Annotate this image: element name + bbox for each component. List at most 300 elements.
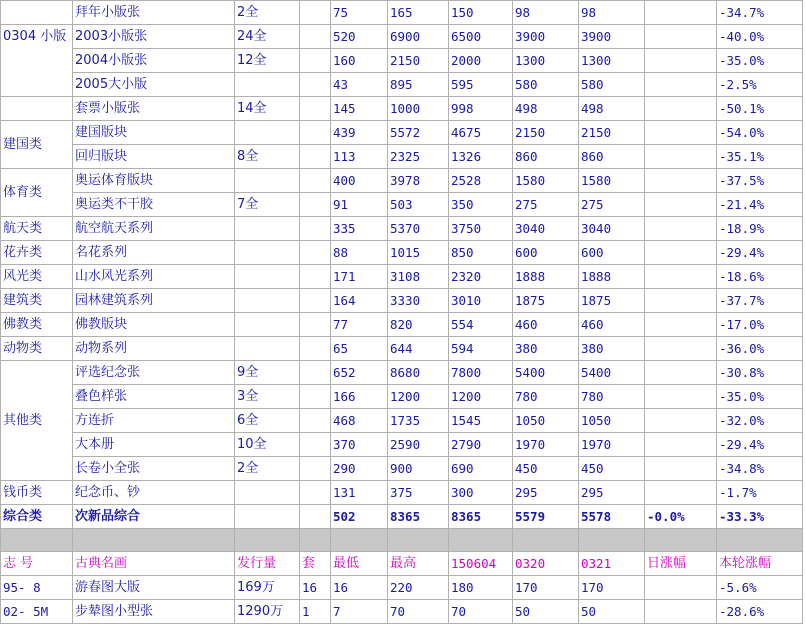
category-cell: 0304 小版 bbox=[1, 25, 73, 97]
price2-cell: 1050 bbox=[513, 409, 579, 433]
round-change-cell: -21.4% bbox=[717, 193, 803, 217]
round-change-cell: -2.5% bbox=[717, 73, 803, 97]
category-cell: 佛教类 bbox=[1, 313, 73, 337]
low-cell: 7 bbox=[331, 600, 388, 624]
day-change-cell bbox=[645, 121, 717, 145]
price3-cell: 1300 bbox=[579, 49, 645, 73]
round-change-cell: -36.0% bbox=[717, 337, 803, 361]
price1-cell: 8365 bbox=[449, 505, 513, 529]
extra-cell bbox=[300, 241, 331, 265]
low-cell: 160 bbox=[331, 49, 388, 73]
name-cell: 2004小版张 bbox=[73, 49, 235, 73]
id-cell: 02- 5M bbox=[1, 600, 73, 624]
issue-cell: 1290万 bbox=[235, 600, 300, 624]
day-change-cell bbox=[645, 481, 717, 505]
price3-cell: 275 bbox=[579, 193, 645, 217]
price2-cell: 170 bbox=[513, 576, 579, 600]
low-cell: 400 bbox=[331, 169, 388, 193]
round-change-cell: -29.4% bbox=[717, 241, 803, 265]
name-cell: 名花系列 bbox=[73, 241, 235, 265]
low-cell: 335 bbox=[331, 217, 388, 241]
price3-cell: 50 bbox=[579, 600, 645, 624]
name-cell: 2005大小版 bbox=[73, 73, 235, 97]
header-day-change: 日涨幅 bbox=[645, 552, 717, 576]
high-cell: 2325 bbox=[388, 145, 449, 169]
high-cell: 375 bbox=[388, 481, 449, 505]
price2-cell: 98 bbox=[513, 1, 579, 25]
table-row bbox=[1, 241, 803, 265]
separator-cell bbox=[449, 529, 513, 552]
price3-cell: 1888 bbox=[579, 265, 645, 289]
high-cell: 8365 bbox=[388, 505, 449, 529]
separator-row bbox=[1, 529, 803, 552]
round-change-cell: -37.7% bbox=[717, 289, 803, 313]
price1-cell: 850 bbox=[449, 241, 513, 265]
price3-cell: 380 bbox=[579, 337, 645, 361]
day-change-cell bbox=[645, 313, 717, 337]
high-cell: 900 bbox=[388, 457, 449, 481]
round-change-cell: -54.0% bbox=[717, 121, 803, 145]
name-cell: 回归版块 bbox=[73, 145, 235, 169]
day-change-cell bbox=[645, 73, 717, 97]
separator-cell bbox=[1, 529, 73, 552]
low-cell: 88 bbox=[331, 241, 388, 265]
price2-cell: 3040 bbox=[513, 217, 579, 241]
high-cell: 2590 bbox=[388, 433, 449, 457]
price2-cell: 2150 bbox=[513, 121, 579, 145]
extra-cell bbox=[300, 73, 331, 97]
low-cell: 468 bbox=[331, 409, 388, 433]
round-change-cell: -50.1% bbox=[717, 97, 803, 121]
issue-cell bbox=[235, 313, 300, 337]
day-change-cell bbox=[645, 289, 717, 313]
price1-cell: 6500 bbox=[449, 25, 513, 49]
high-cell: 1200 bbox=[388, 385, 449, 409]
high-cell: 3330 bbox=[388, 289, 449, 313]
low-cell: 65 bbox=[331, 337, 388, 361]
table-row bbox=[1, 265, 803, 289]
issue-cell bbox=[235, 505, 300, 529]
day-change-cell bbox=[645, 217, 717, 241]
price1-cell: 2000 bbox=[449, 49, 513, 73]
round-change-cell: -34.8% bbox=[717, 457, 803, 481]
round-change-cell: -35.0% bbox=[717, 49, 803, 73]
round-change-cell: -5.6% bbox=[717, 576, 803, 600]
low-cell: 502 bbox=[331, 505, 388, 529]
header-id: 志 号 bbox=[1, 552, 73, 576]
price3-cell: 1580 bbox=[579, 169, 645, 193]
extra-cell bbox=[300, 217, 331, 241]
price1-cell: 998 bbox=[449, 97, 513, 121]
day-change-cell bbox=[645, 169, 717, 193]
round-change-cell: -28.6% bbox=[717, 600, 803, 624]
price1-cell: 150 bbox=[449, 1, 513, 25]
price3-cell: 860 bbox=[579, 145, 645, 169]
high-cell: 220 bbox=[388, 576, 449, 600]
category-cell: 建国类 bbox=[1, 121, 73, 169]
extra-cell bbox=[300, 505, 331, 529]
extra-cell bbox=[300, 49, 331, 73]
price1-cell: 2320 bbox=[449, 265, 513, 289]
price1-cell: 350 bbox=[449, 193, 513, 217]
price3-cell: 600 bbox=[579, 241, 645, 265]
day-change-cell: -0.0% bbox=[645, 505, 717, 529]
extra-cell bbox=[300, 481, 331, 505]
table-row bbox=[1, 169, 803, 193]
day-change-cell bbox=[645, 193, 717, 217]
price2-cell: 1580 bbox=[513, 169, 579, 193]
separator-cell bbox=[513, 529, 579, 552]
low-cell: 16 bbox=[331, 576, 388, 600]
high-cell: 8680 bbox=[388, 361, 449, 385]
name-cell: 建国版块 bbox=[73, 121, 235, 145]
price2-cell: 460 bbox=[513, 313, 579, 337]
issue-cell: 6全 bbox=[235, 409, 300, 433]
price1-cell: 4675 bbox=[449, 121, 513, 145]
price1-cell: 595 bbox=[449, 73, 513, 97]
low-cell: 91 bbox=[331, 193, 388, 217]
extra-cell bbox=[300, 145, 331, 169]
low-cell: 370 bbox=[331, 433, 388, 457]
low-cell: 113 bbox=[331, 145, 388, 169]
round-change-cell: -1.7% bbox=[717, 481, 803, 505]
issue-cell: 10全 bbox=[235, 433, 300, 457]
high-cell: 3978 bbox=[388, 169, 449, 193]
price3-cell: 498 bbox=[579, 97, 645, 121]
name-cell: 山水风光系列 bbox=[73, 265, 235, 289]
price2-cell: 50 bbox=[513, 600, 579, 624]
round-change-cell: -40.0% bbox=[717, 25, 803, 49]
separator-cell bbox=[300, 529, 331, 552]
high-cell: 5370 bbox=[388, 217, 449, 241]
category-cell: 综合类 bbox=[1, 505, 73, 529]
round-change-cell: -30.8% bbox=[717, 361, 803, 385]
day-change-cell bbox=[645, 25, 717, 49]
day-change-cell bbox=[645, 457, 717, 481]
name-cell: 动物系列 bbox=[73, 337, 235, 361]
header-issue: 发行量 bbox=[235, 552, 300, 576]
day-change-cell bbox=[645, 385, 717, 409]
high-cell: 820 bbox=[388, 313, 449, 337]
issue-cell bbox=[235, 121, 300, 145]
category-cell bbox=[1, 97, 73, 121]
price2-cell: 450 bbox=[513, 457, 579, 481]
separator-cell bbox=[73, 529, 235, 552]
round-change-cell: -35.1% bbox=[717, 145, 803, 169]
price2-cell: 780 bbox=[513, 385, 579, 409]
extra-cell bbox=[300, 409, 331, 433]
high-cell: 1000 bbox=[388, 97, 449, 121]
issue-cell: 8全 bbox=[235, 145, 300, 169]
low-cell: 166 bbox=[331, 385, 388, 409]
issue-cell: 7全 bbox=[235, 193, 300, 217]
issue-cell: 24全 bbox=[235, 25, 300, 49]
extra-cell bbox=[300, 313, 331, 337]
low-cell: 131 bbox=[331, 481, 388, 505]
high-cell: 6900 bbox=[388, 25, 449, 49]
day-change-cell bbox=[645, 265, 717, 289]
price1-cell: 7800 bbox=[449, 361, 513, 385]
high-cell: 1735 bbox=[388, 409, 449, 433]
day-change-cell bbox=[645, 361, 717, 385]
extra-cell bbox=[300, 121, 331, 145]
price1-cell: 300 bbox=[449, 481, 513, 505]
set-cell: 16 bbox=[300, 576, 331, 600]
price2-cell: 860 bbox=[513, 145, 579, 169]
price1-cell: 3010 bbox=[449, 289, 513, 313]
table-row bbox=[1, 1, 803, 25]
table-row bbox=[1, 481, 803, 505]
name-cell: 园林建筑系列 bbox=[73, 289, 235, 313]
price2-cell: 275 bbox=[513, 193, 579, 217]
round-change-cell: -18.9% bbox=[717, 217, 803, 241]
header-price1: 150604 bbox=[449, 552, 513, 576]
issue-cell bbox=[235, 265, 300, 289]
issue-cell bbox=[235, 289, 300, 313]
low-cell: 652 bbox=[331, 361, 388, 385]
extra-cell bbox=[300, 169, 331, 193]
extra-cell bbox=[300, 289, 331, 313]
issue-cell: 3全 bbox=[235, 385, 300, 409]
category-cell: 航天类 bbox=[1, 217, 73, 241]
price3-cell: 460 bbox=[579, 313, 645, 337]
price2-cell: 580 bbox=[513, 73, 579, 97]
low-cell: 520 bbox=[331, 25, 388, 49]
issue-cell: 9全 bbox=[235, 361, 300, 385]
price3-cell: 98 bbox=[579, 1, 645, 25]
round-change-cell: -35.0% bbox=[717, 385, 803, 409]
table-row bbox=[1, 193, 803, 217]
table-row bbox=[1, 457, 803, 481]
low-cell: 290 bbox=[331, 457, 388, 481]
table-body bbox=[1, 1, 803, 624]
extra-cell bbox=[300, 193, 331, 217]
day-change-cell bbox=[645, 49, 717, 73]
issue-cell: 169万 bbox=[235, 576, 300, 600]
category-cell: 建筑类 bbox=[1, 289, 73, 313]
price1-cell: 554 bbox=[449, 313, 513, 337]
price3-cell: 5578 bbox=[579, 505, 645, 529]
day-change-cell bbox=[645, 409, 717, 433]
price3-cell: 3900 bbox=[579, 25, 645, 49]
summary-row bbox=[1, 505, 803, 529]
header-set: 套 bbox=[300, 552, 331, 576]
issue-cell bbox=[235, 217, 300, 241]
separator-cell bbox=[235, 529, 300, 552]
header-price3: 0321 bbox=[579, 552, 645, 576]
category-cell: 花卉类 bbox=[1, 241, 73, 265]
table-row bbox=[1, 600, 803, 624]
round-change-cell: -18.6% bbox=[717, 265, 803, 289]
price1-cell: 2528 bbox=[449, 169, 513, 193]
extra-cell bbox=[300, 361, 331, 385]
category-cell: 体育类 bbox=[1, 169, 73, 217]
extra-cell bbox=[300, 433, 331, 457]
round-change-cell: -33.3% bbox=[717, 505, 803, 529]
price3-cell: 780 bbox=[579, 385, 645, 409]
name-cell: 方连折 bbox=[73, 409, 235, 433]
price1-cell: 594 bbox=[449, 337, 513, 361]
round-change-cell: -34.7% bbox=[717, 1, 803, 25]
low-cell: 145 bbox=[331, 97, 388, 121]
name-cell: 步辇图小型张 bbox=[73, 600, 235, 624]
price3-cell: 3040 bbox=[579, 217, 645, 241]
high-cell: 3108 bbox=[388, 265, 449, 289]
issue-cell bbox=[235, 73, 300, 97]
extra-cell bbox=[300, 265, 331, 289]
price2-cell: 600 bbox=[513, 241, 579, 265]
price3-cell: 295 bbox=[579, 481, 645, 505]
price3-cell: 5400 bbox=[579, 361, 645, 385]
table-row bbox=[1, 97, 803, 121]
high-cell: 165 bbox=[388, 1, 449, 25]
issue-cell: 2全 bbox=[235, 1, 300, 25]
header-high: 最高 bbox=[388, 552, 449, 576]
name-cell: 大本册 bbox=[73, 433, 235, 457]
price2-cell: 1300 bbox=[513, 49, 579, 73]
price1-cell: 70 bbox=[449, 600, 513, 624]
price1-cell: 1545 bbox=[449, 409, 513, 433]
high-cell: 895 bbox=[388, 73, 449, 97]
low-cell: 164 bbox=[331, 289, 388, 313]
separator-cell bbox=[388, 529, 449, 552]
name-cell: 纪念币、钞 bbox=[73, 481, 235, 505]
extra-cell bbox=[300, 25, 331, 49]
issue-cell bbox=[235, 169, 300, 193]
high-cell: 1015 bbox=[388, 241, 449, 265]
table-row bbox=[1, 121, 803, 145]
price3-cell: 1875 bbox=[579, 289, 645, 313]
price2-cell: 498 bbox=[513, 97, 579, 121]
separator-cell bbox=[331, 529, 388, 552]
name-cell: 奥运类不干胶 bbox=[73, 193, 235, 217]
round-change-cell: -17.0% bbox=[717, 313, 803, 337]
price1-cell: 1326 bbox=[449, 145, 513, 169]
set-cell: 1 bbox=[300, 600, 331, 624]
category-cell: 钱币类 bbox=[1, 481, 73, 505]
separator-cell bbox=[645, 529, 717, 552]
price2-cell: 1970 bbox=[513, 433, 579, 457]
table-row bbox=[1, 385, 803, 409]
category-cell bbox=[1, 1, 73, 25]
high-cell: 70 bbox=[388, 600, 449, 624]
table-row bbox=[1, 576, 803, 600]
high-cell: 503 bbox=[388, 193, 449, 217]
header-price2: 0320 bbox=[513, 552, 579, 576]
header-name: 古典名画 bbox=[73, 552, 235, 576]
extra-cell bbox=[300, 1, 331, 25]
low-cell: 43 bbox=[331, 73, 388, 97]
price3-cell: 580 bbox=[579, 73, 645, 97]
name-cell: 叠色样张 bbox=[73, 385, 235, 409]
name-cell: 次新品综合 bbox=[73, 505, 235, 529]
table-row bbox=[1, 433, 803, 457]
price3-cell: 2150 bbox=[579, 121, 645, 145]
day-change-cell bbox=[645, 600, 717, 624]
issue-cell: 14全 bbox=[235, 97, 300, 121]
table-row bbox=[1, 361, 803, 385]
issue-cell bbox=[235, 337, 300, 361]
name-cell: 套票小版张 bbox=[73, 97, 235, 121]
day-change-cell bbox=[645, 97, 717, 121]
extra-cell bbox=[300, 97, 331, 121]
issue-cell: 12全 bbox=[235, 49, 300, 73]
issue-cell bbox=[235, 481, 300, 505]
name-cell: 长卷小全张 bbox=[73, 457, 235, 481]
low-cell: 77 bbox=[331, 313, 388, 337]
price2-cell: 5579 bbox=[513, 505, 579, 529]
price2-cell: 3900 bbox=[513, 25, 579, 49]
extra-cell bbox=[300, 337, 331, 361]
high-cell: 2150 bbox=[388, 49, 449, 73]
price2-cell: 1875 bbox=[513, 289, 579, 313]
name-cell: 航空航天系列 bbox=[73, 217, 235, 241]
high-cell: 5572 bbox=[388, 121, 449, 145]
day-change-cell bbox=[645, 241, 717, 265]
table-row bbox=[1, 25, 803, 49]
table-row bbox=[1, 313, 803, 337]
name-cell: 游春图大版 bbox=[73, 576, 235, 600]
extra-cell bbox=[300, 457, 331, 481]
section-header-row bbox=[1, 552, 803, 576]
separator-cell bbox=[717, 529, 803, 552]
name-cell: 奥运体育版块 bbox=[73, 169, 235, 193]
high-cell: 644 bbox=[388, 337, 449, 361]
price1-cell: 690 bbox=[449, 457, 513, 481]
table-row bbox=[1, 145, 803, 169]
id-cell: 95- 8 bbox=[1, 576, 73, 600]
name-cell: 拜年小版张 bbox=[73, 1, 235, 25]
price2-cell: 5400 bbox=[513, 361, 579, 385]
name-cell: 佛教版块 bbox=[73, 313, 235, 337]
price1-cell: 2790 bbox=[449, 433, 513, 457]
day-change-cell bbox=[645, 337, 717, 361]
category-cell: 风光类 bbox=[1, 265, 73, 289]
round-change-cell: -32.0% bbox=[717, 409, 803, 433]
separator-cell bbox=[579, 529, 645, 552]
extra-cell bbox=[300, 385, 331, 409]
day-change-cell bbox=[645, 145, 717, 169]
table-row bbox=[1, 289, 803, 313]
day-change-cell bbox=[645, 433, 717, 457]
name-cell: 2003小版张 bbox=[73, 25, 235, 49]
name-cell: 评选纪念张 bbox=[73, 361, 235, 385]
price3-cell: 1970 bbox=[579, 433, 645, 457]
price3-cell: 170 bbox=[579, 576, 645, 600]
round-change-cell: -37.5% bbox=[717, 169, 803, 193]
table-row bbox=[1, 409, 803, 433]
low-cell: 75 bbox=[331, 1, 388, 25]
price2-cell: 380 bbox=[513, 337, 579, 361]
price3-cell: 1050 bbox=[579, 409, 645, 433]
header-low: 最低 bbox=[331, 552, 388, 576]
category-cell: 其他类 bbox=[1, 361, 73, 481]
day-change-cell bbox=[645, 576, 717, 600]
issue-cell: 2全 bbox=[235, 457, 300, 481]
table-row bbox=[1, 49, 803, 73]
header-round-change: 本轮涨幅 bbox=[717, 552, 803, 576]
category-cell: 动物类 bbox=[1, 337, 73, 361]
price1-cell: 1200 bbox=[449, 385, 513, 409]
low-cell: 171 bbox=[331, 265, 388, 289]
price2-cell: 1888 bbox=[513, 265, 579, 289]
day-change-cell bbox=[645, 1, 717, 25]
table-row bbox=[1, 73, 803, 97]
issue-cell bbox=[235, 241, 300, 265]
round-change-cell: -29.4% bbox=[717, 433, 803, 457]
table-row bbox=[1, 337, 803, 361]
price1-cell: 180 bbox=[449, 576, 513, 600]
